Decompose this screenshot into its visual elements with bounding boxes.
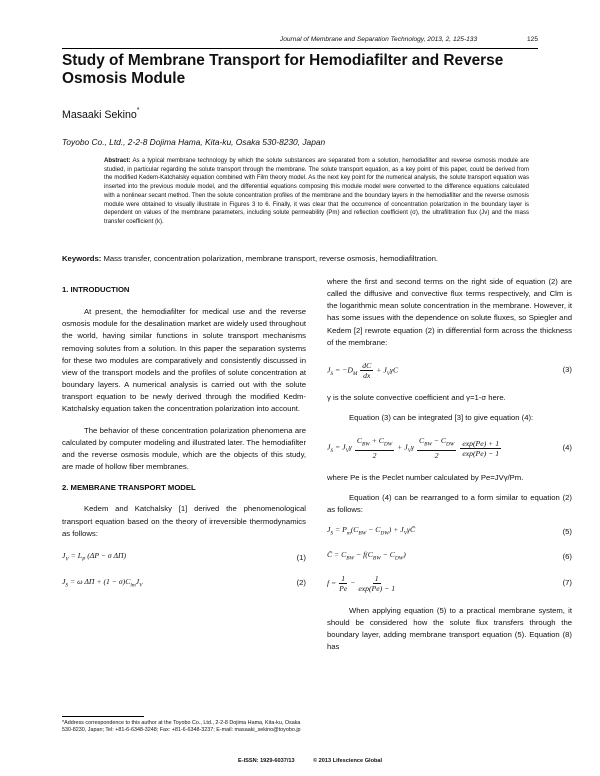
- equation-4-number: (4): [562, 442, 572, 452]
- keywords-label: Keywords:: [62, 254, 102, 263]
- abstract-label: Abstract:: [104, 158, 131, 164]
- equation-5-number: (5): [562, 527, 572, 537]
- keywords: [62, 254, 538, 263]
- page-number: 125: [526, 36, 538, 43]
- footer-publisher: © 2013 Lifescience Global: [313, 758, 383, 764]
- equation-6-number: (6): [562, 551, 572, 561]
- equation-6: [327, 549, 572, 565]
- right-paragraph-1: where the first and second terms on the right side of equation (2) are called the diffusive and convective flux terms respectively, and Clm is the logarithmic mean solute concentration in the membrane. However, it has some issues with the dependence on solute fluxes, so Spiegler and Kedem [2] rewrote equation (2) in differential form across the thickness of the membrane:: [327, 277, 572, 347]
- footnote-rule: [62, 716, 144, 717]
- right-paragraph-3: Equation (3) can be integrated [3] to give equation (4):: [349, 413, 534, 423]
- author-mark: *: [136, 107, 140, 114]
- right-paragraph-4: where Pe is the Peclet number calculated by Pe=JVγ/Pm.: [327, 472, 524, 482]
- equation-1-number: (1): [296, 552, 306, 562]
- abstract: [104, 157, 529, 227]
- article-title: Study of Membrane Transport for Hemodiafilter and Reverse Osmosis Module: [62, 52, 504, 87]
- equation-7: [327, 574, 572, 593]
- journal-citation: Journal of Membrane and Separation Technology, 2013, 2, 125-133: [279, 36, 478, 43]
- equation-7-number: (7): [562, 578, 572, 588]
- author-name: Masaaki Sekino: [62, 109, 137, 121]
- equation-3-number: (3): [562, 365, 572, 375]
- affiliation: Toyobo Co., Ltd., 2-2-8 Dojima Hama, Kita-ku, Osaka 530-8230, Japan: [62, 137, 326, 147]
- equation-4-body: $J_S = J_V\gamma$ $\frac{C_{BW} + C_{DW}}{2}$ + $J_V\gamma$ $\frac{C_{BW} - C_{DW}}{2}$ $\frac{\exp(Pe) + 1}{\exp(Pe) - 1}$: [327, 436, 500, 460]
- left-column: [62, 284, 306, 591]
- equation-2: [62, 576, 306, 592]
- equation-7-body: f = $\frac{1}{Pe}$ − $\frac{1}{\exp(Pe) - 1}$: [327, 573, 396, 593]
- equation-1-body: $J_V = L_P$ (ΔP − σ ΔΠ): [62, 550, 127, 563]
- footer-issn: E-ISSN: 1929-6037/13: [238, 758, 295, 764]
- equation-3-body: $J_S = -D_M$ $\frac{dC}{dx}$ + $J_V\gamma C$: [327, 360, 399, 380]
- section-heading-transport-model: 2. MEMBRANE TRANSPORT MODEL: [62, 483, 196, 493]
- equation-2-body: $J_S = \omega$ $\Delta\Pi + (1 - \sigma)C_{lm}J_V$: [62, 576, 143, 589]
- header-rule: [62, 48, 538, 49]
- keywords-text: Mass transfer, concentration polarization, membrane transport, reverse osmosis, hemodiafiltration.: [103, 254, 439, 263]
- abstract-text: As a typical membrane technology by which the solute substances are separated from a solution, hemodiafilter and reverse osmosis module are studied, in particular regarding the solute transport through the membrane. The solute transport equation, as a key point of this paper, could be derived from the modified Kedem-Katchalsky equation combined with Film theory model. As the next key point for the numerical analysis, the solute transport equation was inserted into the previous module model, and the differential equations composing this module model were converted to the difference equations calculated with a nonlinear secant method. Then the solute concentration profiles of the membrane and the boundary layers in the hemodiafilter and the reverse osmosis module were obtained to visually illustrate in Figures 3 to 6. Finally, it was clear that the occurrence of concentration polarization in the boundary layer is dependent on values of the membrane parameters, including solute permeability (Pm) and reflection coefficient (σ), the ultrafiltration flux (Jv) and the mass transfer coefficient (k).: [104, 158, 529, 225]
- equation-5: [327, 524, 572, 540]
- equation-3: [327, 361, 572, 380]
- equation-2-number: (2): [296, 578, 306, 588]
- intro-paragraph-2: The behavior of these concentration polarization phenomena are calculated by computer modeling and illustrated later. The hemodiafilter and the reverse osmosis module, which are the objects of this study, are made of hollow fiber membranes.: [62, 425, 306, 472]
- equation-5-body: $J_S = P_m(C_{BW} - C_{DW})$ + $J_V\gamma C̄$: [327, 525, 416, 537]
- equation-6-body: C̄ = $C_{BW} - f(C_{BW} - C_{DW})$: [327, 549, 406, 562]
- model-paragraph-1: Kedem and Katchalsky [1] derived the phenomenological transport equation based on the theory of irreversible thermodynamics as follows:: [62, 504, 306, 538]
- intro-paragraph-1: At present, the hemodiafilter for medical use and the reverse osmosis module for the desalination market are widely used throughout the world, having similar functions in solute transport mechanisms removing solutes from a solution. In this paper the separation systems for these two modules are comparatively and consistently discussed in view of the transport models and the profiles of solute concentration at boundary layers. A numerical analysis is carried out with the solute transport equation to be newly derived through the modified Kedm-Katchalsky equation taken the concentration polarization into account.: [62, 307, 306, 414]
- right-paragraph-6: When applying equation (5) to a practical membrane system, it should be considered how the solute flux transfers through the boundary layer, adding membrane transport equation (5). Equation (8) has: [327, 605, 572, 652]
- right-paragraph-2: γ is the solute convective coefficient and γ=1-σ here.: [327, 392, 506, 402]
- equation-4: [327, 436, 572, 460]
- author-line: [62, 109, 140, 121]
- right-column: [327, 276, 572, 653]
- equation-1: [62, 550, 306, 566]
- running-header: [62, 36, 538, 43]
- correspondence-footnote: *Address correspondence to this author at the Toyobo Co., Ltd., 2-2-8 Dojima Hama, Kita-ku, Osaka 530-8230, Japan; Tel: +81-6-6348-3248; Fax: +81-6-6348-3237; E-mail: masaaki_sekino@toyobo.jp: [62, 720, 301, 733]
- right-paragraph-5: Equation (4) can be rearranged to a form similar to equation (2) as follows:: [327, 492, 572, 515]
- section-heading-introduction: 1. INTRODUCTION: [62, 285, 130, 294]
